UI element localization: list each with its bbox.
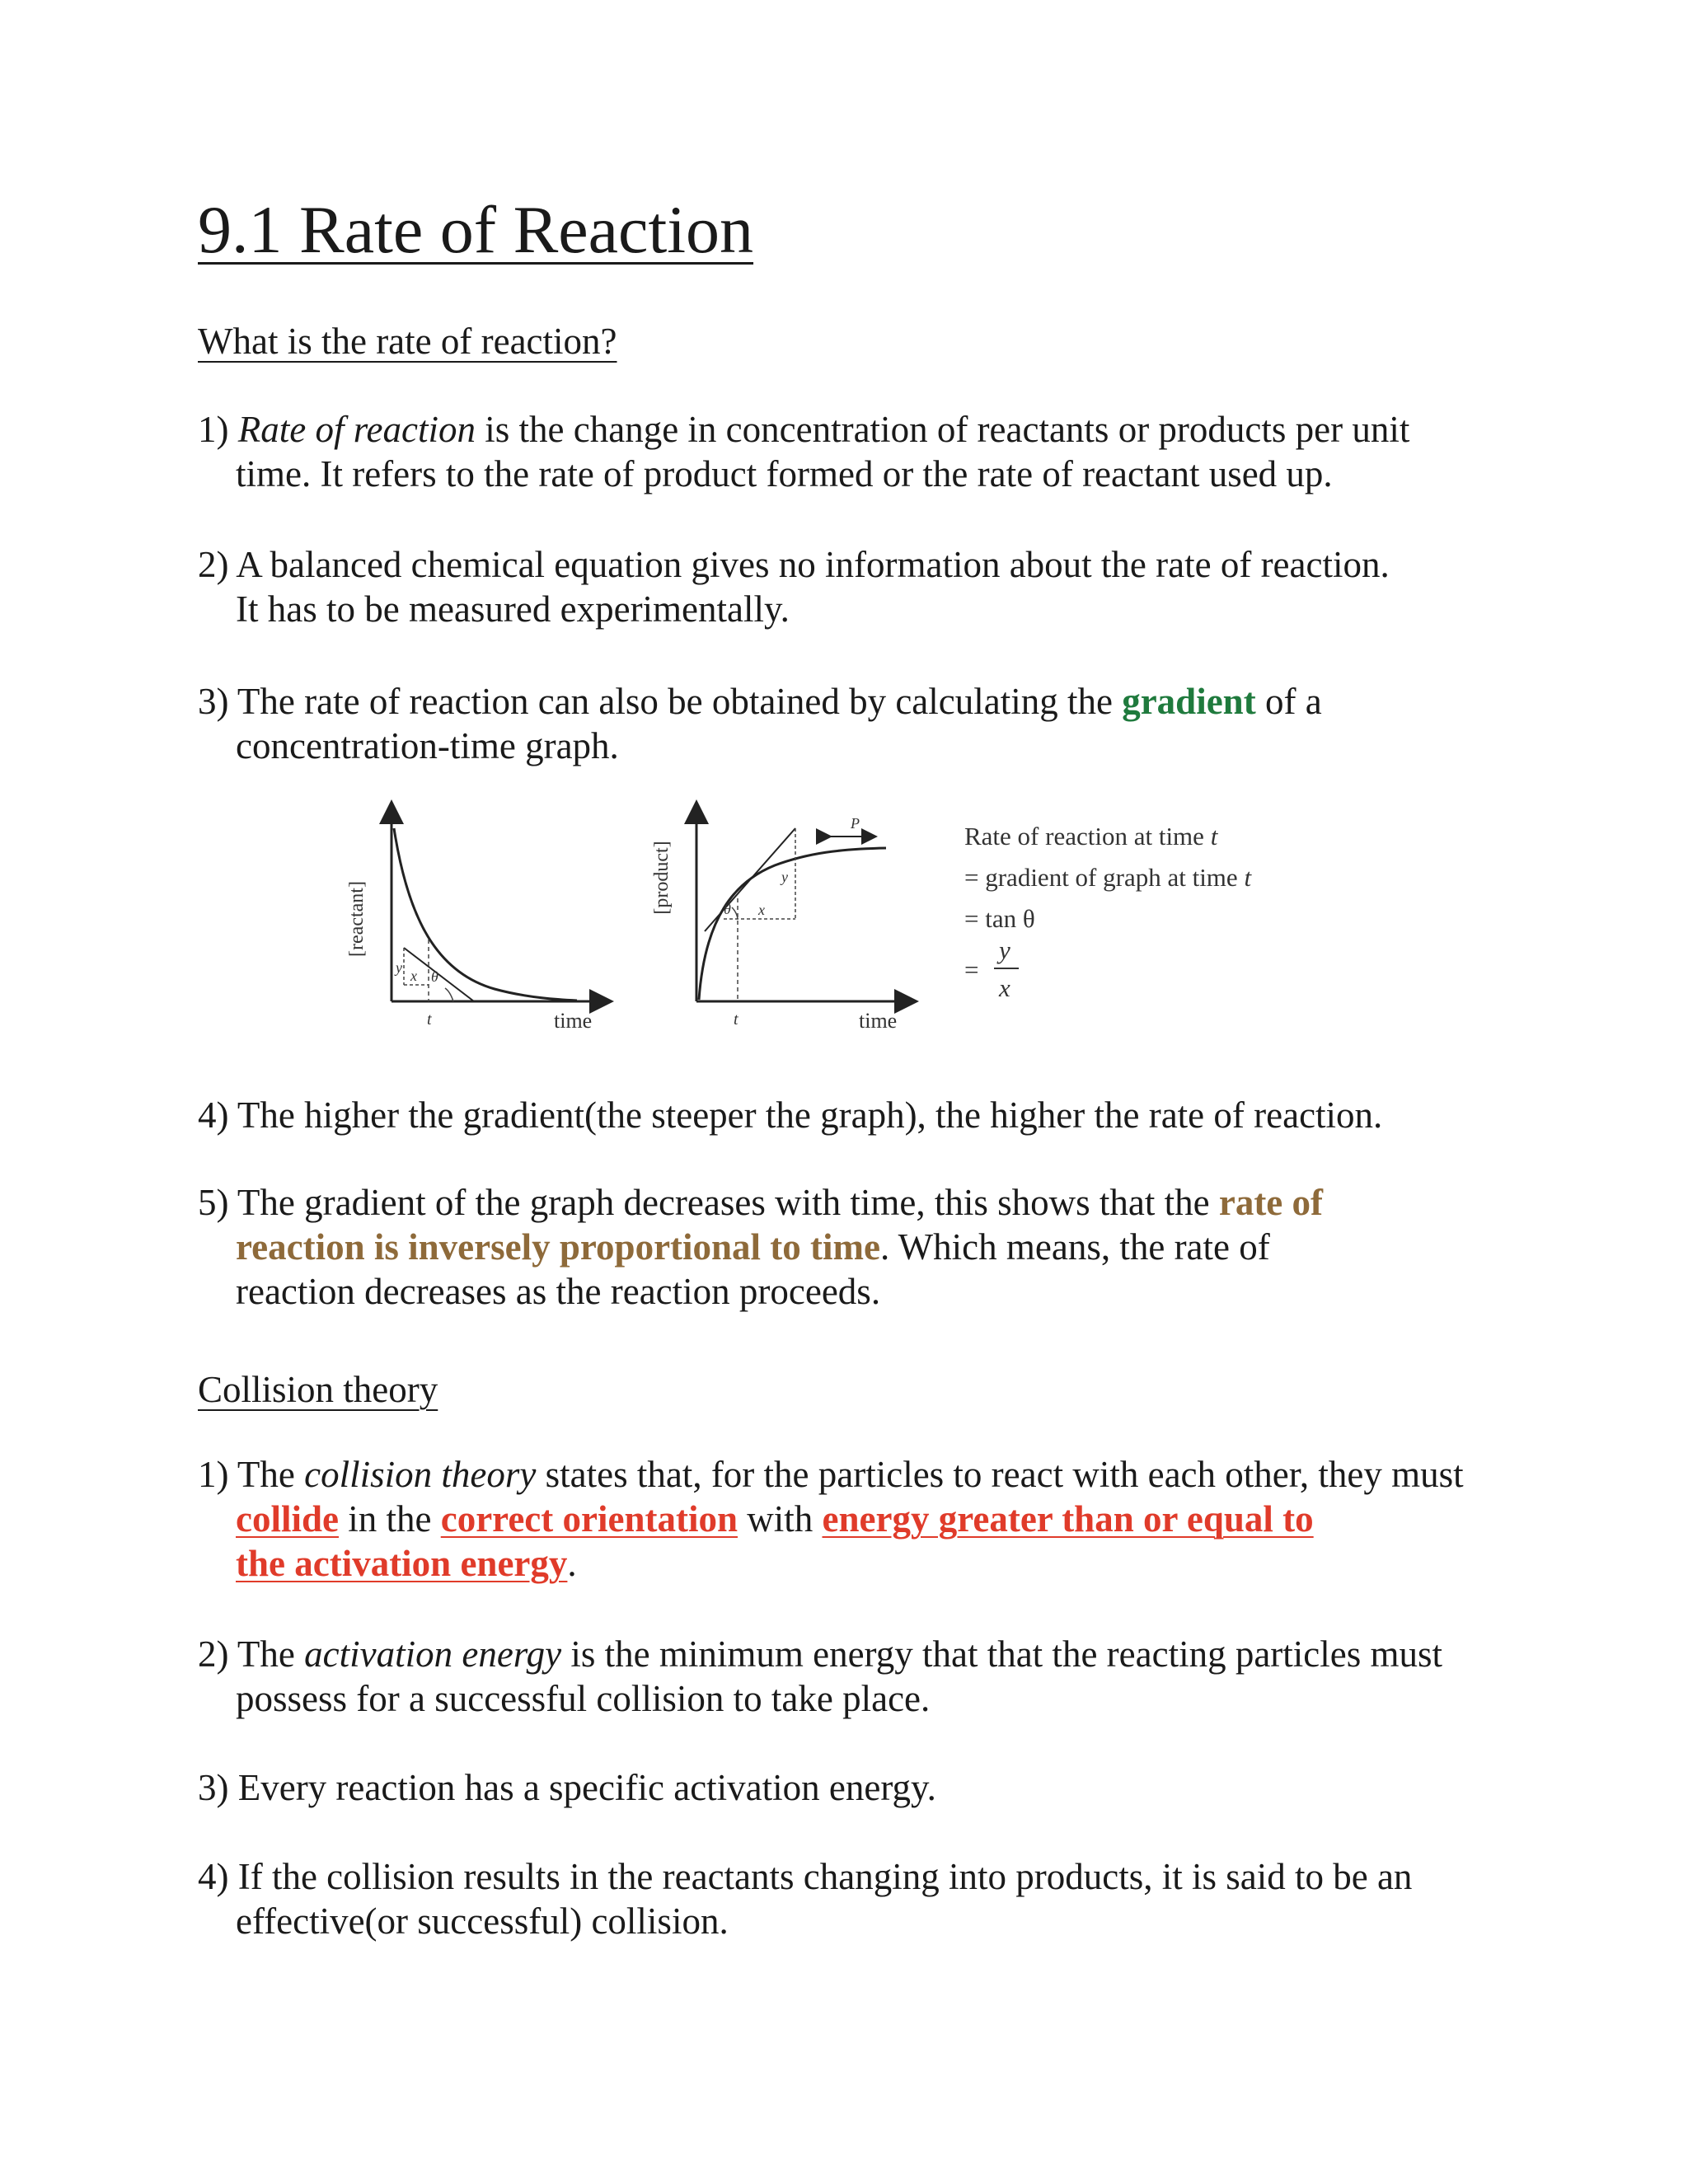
collision-paragraph-4 [198,1854,1517,1943]
section-heading-collision: Collision theory [198,1369,438,1410]
paragraph-2-line-2: It has to be measured experimentally. [236,588,790,630]
product-time-graph [635,795,931,1043]
paragraph-3-line-1: 3) The rate of reaction can also be obtained by calculating the gradient of a [198,681,1322,722]
page-title: 9.1 Rate of Reaction [198,192,754,267]
collision-paragraph-3 [198,1765,1517,1810]
p-label: P [851,815,860,832]
term-activation-energy: activation energy [304,1633,562,1675]
x-label-small: x [758,902,765,918]
collision-paragraph-2 [198,1632,1517,1721]
fraction-denominator: x [999,973,1010,1002]
section-heading-rate: What is the rate of reaction? [198,321,617,362]
reactant-axis-label: [reactant] [346,881,368,957]
highlight-energy: energy greater than or equal to [822,1498,1314,1540]
product-axis-label: [product] [651,841,673,915]
paragraph-1-line-2: time. It refers to the rate of product formed or the rate of reactant used up. [236,453,1333,494]
y-label-small: y [396,959,402,976]
term-collision-theory: collision theory [304,1454,537,1495]
collision-paragraph-1 [198,1452,1517,1586]
collision-paragraph-4-line-1: 4) If the collision results in the reactants changing into products, it is said to be an [198,1856,1413,1897]
time-axis-label: time [554,1009,593,1033]
product-curve [699,848,886,1000]
highlight-collide: collide [236,1498,339,1540]
paragraph-3-line-2: concentration-time graph. [236,725,619,766]
theta-label: θ [431,968,438,985]
paragraph-1 [198,407,1517,496]
paragraph-4-line-1: 4) The higher the gradient(the steeper the graph), the higher the rate of reaction. [198,1094,1383,1136]
rate-line-2: = gradient of graph at time t [964,863,1252,892]
collision-paragraph-1-line-1: 1) The collision theory states that, for the particles to react with each other, they must [198,1454,1464,1495]
rate-line-3: = tan θ [964,904,1035,933]
theta-arc [445,988,453,1001]
t-tick-label: t [427,1010,432,1029]
highlight-activation-energy: the activation energy [236,1543,568,1584]
paragraph-2-line-1: 2) A balanced chemical equation gives no information about the rate of reaction. [198,544,1390,585]
x-label-small: x [410,968,417,984]
paragraph-5-line-2: reaction is inversely proportional to time. Which means, the rate of [236,1226,1270,1268]
y-label-small: y [781,869,788,885]
collision-paragraph-2-line-2: possess for a successful collision to take place. [236,1678,931,1719]
highlight-rate-of: rate of [1218,1182,1324,1223]
collision-paragraph-2-line-1: 2) The activation energy is the minimum energy that that the reacting particles must [198,1633,1443,1675]
collision-paragraph-3-line-1: 3) Every reaction has a specific activation energy. [198,1767,936,1808]
paragraph-2 [198,542,1517,631]
highlight-gradient: gradient [1122,681,1256,722]
paragraph-5 [198,1180,1517,1314]
collision-paragraph-1-line-3: the activation energy. [236,1543,577,1584]
theta-arc [732,907,738,919]
fraction-numerator: y [999,935,1010,964]
paragraph-4 [198,1093,1517,1137]
rate-line-1: Rate of reaction at time t [964,822,1218,851]
collision-paragraph-1-line-2: collide in the correct orientation with energy greater than or equal to [236,1498,1314,1540]
highlight-correct-orientation: correct orientation [440,1498,738,1540]
term-rate-of-reaction: Rate of reaction [237,409,476,450]
time-axis-label: time [859,1009,898,1033]
reactant-time-graph [330,795,626,1043]
paragraph-5-line-1: 5) The gradient of the graph decreases with time, this shows that the rate of [198,1182,1324,1223]
reactant-curve [394,828,577,1001]
paragraph-1-line-1: 1) Rate of reaction is the change in concentration of reactants or products per unit [198,409,1410,450]
paragraph-5-line-3: reaction decreases as the reaction proceeds. [236,1271,881,1312]
rate-formula-box [964,816,1252,1002]
theta-label: θ [724,901,731,917]
paragraph-3 [198,679,1517,768]
t-tick-label: t [734,1010,738,1029]
highlight-inversely-proportional: reaction is inversely proportional to time [236,1226,880,1268]
rate-fraction: = y x [964,940,1251,997]
collision-paragraph-4-line-2: effective(or successful) collision. [236,1900,729,1942]
